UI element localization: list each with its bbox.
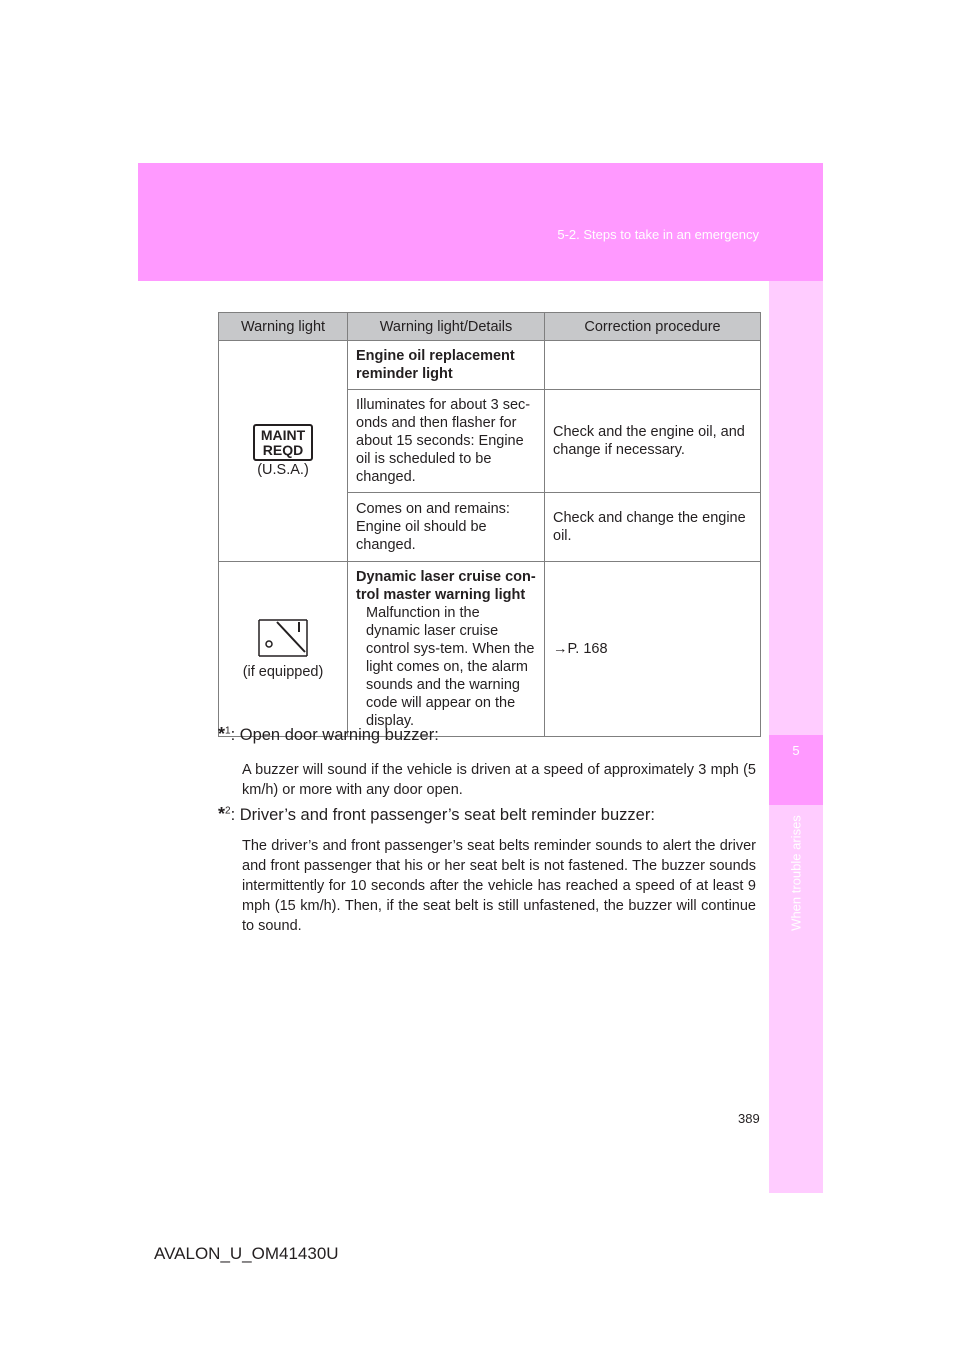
section-header [138,163,823,281]
column-header: Warning light [219,313,348,341]
table-row [219,341,761,390]
side-tab [769,281,823,1193]
warning-light-table [218,312,761,737]
note-body: A buzzer will sound if the vehicle is driven at a speed of approximately 3 mph (5 km/h) or more with any door open. [242,762,756,798]
note-title: *$^1$: Open door warning buzzer: [218,724,439,744]
icon-caption: (U.S.A.) [257,461,309,478]
warning-light-cell [219,341,348,562]
correction-text: →P. 168 [545,562,761,737]
correction-text: Check and change the engine oil. [545,493,761,562]
correction-text: Check and the engine oil, and change if necessary. [545,390,761,493]
light-title: Dynamic laser cruise con-trol master warning light [356,569,536,603]
document-code: AVALON_U_OM41430U [154,1244,339,1263]
section-title: 5-2. Steps to take in an emergency [557,227,759,242]
light-info [348,562,545,737]
column-header: Correction procedure [545,313,761,341]
table-row [219,562,761,737]
icon-caption: (if equipped) [242,663,324,680]
light-title: Engine oil replacement reminder light [348,341,545,390]
light-detail: Comes on and remains: Engine oil should be changed. [348,493,545,562]
page-number: 389 [738,1111,760,1126]
warning-light-cell [219,562,348,737]
cruise-control-warning-icon [253,618,313,658]
maint-reqd-icon: MAINT REQD [253,424,313,461]
light-detail: Malfunction in the dynamic laser cruise control sys-tem. When the light comes on, the alarm sounds and the warning code will appear on the display. [366,605,535,729]
empty-cell [545,341,761,390]
column-header: Warning light/Details [348,313,545,341]
table-header-row [219,313,761,341]
light-detail: Illuminates for about 3 sec-onds and then flasher for about 15 seconds: Engine oil is scheduled to be changed. [348,390,545,493]
chapter-number-box [769,735,823,805]
note-body: The driver’s and front passenger’s seat belts reminder sounds to alert the driver and front passenger that his or her seat belt is not fastened. The buzzer sounds intermittently for 10 seconds after the vehicle has reached a speed of at least 9 mph (15 km/h). Then, if the seat belt is still unfastened, the buzzer will continue to sound. [242,838,756,934]
note-title: *$^2$: Driver’s and front passenger’s seat belt reminder buzzer: [218,804,655,824]
chapter-number: 5 [792,743,800,758]
chapter-label: When trouble arises [788,815,804,931]
